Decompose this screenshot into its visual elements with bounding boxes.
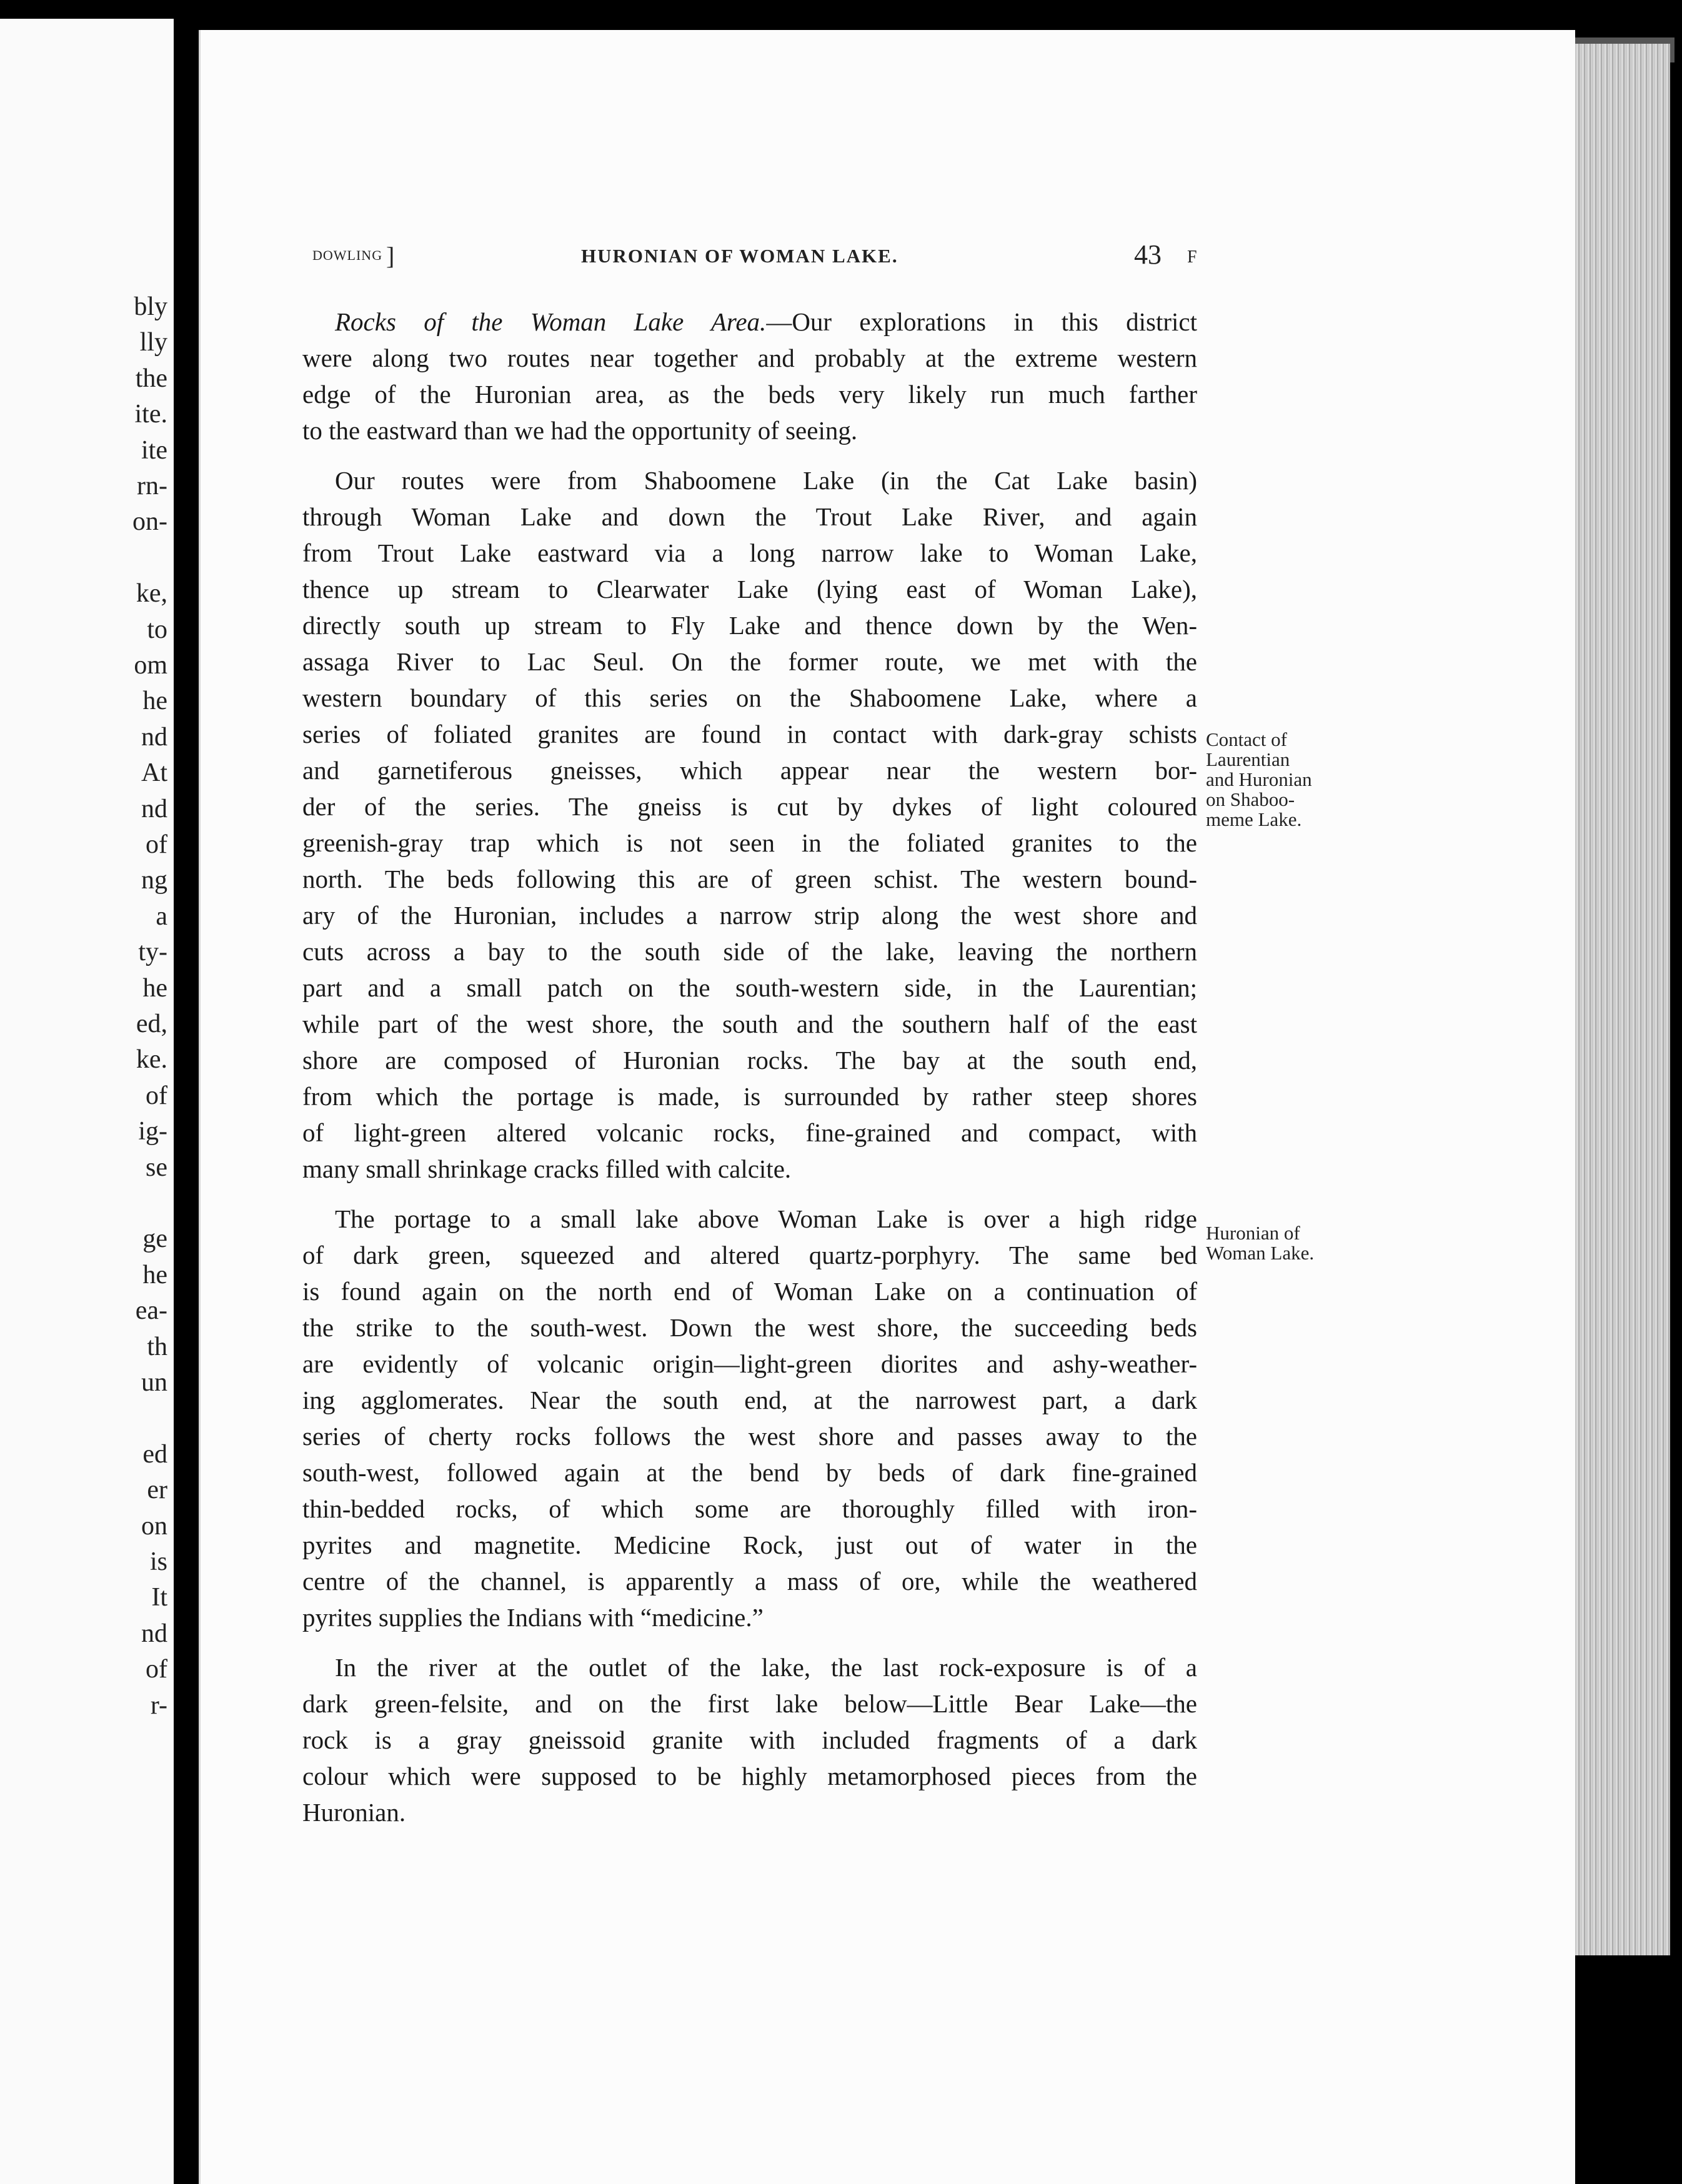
line-text: from Trout Lake eastward via a long narrow lake to Woman Lake, — [302, 539, 1197, 567]
paragraph — [302, 304, 1197, 449]
text-line — [302, 1151, 1197, 1187]
line-text: north. The beds following this are of green schist. The western bound- — [302, 865, 1197, 893]
line-text: cuts across a bay to the south side of the lake, leaving the northern — [302, 937, 1197, 966]
previous-page-line-ending: ng — [141, 866, 167, 895]
text-line — [302, 1273, 1197, 1309]
text-line — [302, 1563, 1197, 1599]
previous-page-line-ending: It — [151, 1583, 167, 1612]
text-line — [302, 1418, 1197, 1454]
text-line — [302, 499, 1197, 535]
sidenote-line: Huronian of — [1206, 1222, 1300, 1244]
line-text: western boundary of this series on the Shaboomene Lake, where a — [302, 683, 1197, 712]
text-line — [302, 970, 1197, 1006]
line-text: from which the portage is made, is surrounded by rather steep shores — [302, 1082, 1197, 1111]
previous-page-line-ending: th — [147, 1332, 167, 1361]
text-line — [302, 1114, 1197, 1151]
line-text: directly south up stream to Fly Lake and thence down by the Wen- — [302, 611, 1197, 640]
paragraph — [302, 1201, 1197, 1636]
previous-page-line-ending: ke, — [136, 579, 167, 608]
line-text: der of the series. The gneiss is cut by dykes of light coloured — [302, 792, 1197, 821]
line-text: through Woman Lake and down the Trout Lake River, and again — [302, 502, 1197, 531]
line-text: centre of the channel, is apparently a mass of ore, while the weathered — [302, 1567, 1197, 1596]
previous-page-line-ending: a — [156, 901, 167, 931]
line-text: of light-green altered volcanic rocks, fine-grained and compact, with — [302, 1118, 1197, 1147]
line-text: of dark green, squeezed and altered quartz-porphyry. The same bed — [302, 1241, 1197, 1269]
previous-page-line-ending: nd — [141, 794, 167, 823]
text-line — [302, 643, 1197, 680]
previous-page-line-ending: is — [149, 1547, 167, 1576]
previous-page-line-ending: on — [141, 1511, 167, 1541]
text-line — [302, 1758, 1197, 1794]
previous-page-line-ending: he — [142, 973, 167, 1003]
sidenote-line: meme Lake. — [1206, 808, 1302, 830]
running-head — [312, 239, 1200, 274]
line-text: greenish-gray trap which is not seen in the foliated granites to the — [302, 828, 1197, 857]
text-line — [302, 340, 1197, 376]
line-text: assaga River to Lac Seul. On the former route, we met with the — [302, 647, 1197, 676]
previous-page-line-ending: of — [146, 830, 167, 859]
line-text: were along two routes near together and probably at the extreme western — [302, 344, 1197, 372]
text-line — [302, 1382, 1197, 1418]
line-text: while part of the west shore, the south and the southern half of the east — [302, 1010, 1197, 1038]
previous-page-line-ending: ed — [142, 1439, 167, 1469]
line-text: are evidently of volcanic origin—light-green diorites and ashy-weather- — [302, 1349, 1197, 1378]
previous-page-line-ending: on- — [132, 507, 167, 537]
previous-page-line-ending: of — [146, 1081, 167, 1110]
text-line — [302, 716, 1197, 752]
text-line — [302, 462, 1197, 499]
line-text: shore are composed of Huronian rocks. The bay at the south end, — [302, 1046, 1197, 1075]
previous-page-line-ending: to — [147, 615, 167, 644]
body-text — [302, 304, 1197, 1844]
text-line — [302, 1042, 1197, 1078]
previous-page-line-ending: se — [146, 1153, 167, 1182]
line-text: series of foliated granites are found in contact with dark-gray schists — [302, 720, 1197, 748]
running-head-bracket: ] — [386, 242, 395, 270]
text-line — [302, 1649, 1197, 1685]
previous-page-line-ending: ke. — [136, 1045, 167, 1075]
text-line — [302, 535, 1197, 571]
previous-page-line-ending: ite. — [134, 400, 167, 429]
previous-page-line-ending: ed, — [136, 1010, 167, 1038]
line-text: The portage to a small lake above Woman Lake is over a high ridge — [335, 1204, 1197, 1233]
line-text: and garnetiferous gneisses, which appear near the western bor- — [302, 756, 1197, 785]
sidenote-line: Laurentian — [1206, 748, 1290, 770]
text-line — [302, 1006, 1197, 1042]
sidenote-line: on Shaboo- — [1206, 788, 1295, 810]
previous-page-line-ending: of — [146, 1655, 167, 1684]
text-line — [302, 1794, 1197, 1830]
sidenote-line: Woman Lake. — [1206, 1242, 1315, 1264]
page-number: 43 — [1134, 239, 1162, 270]
text-line — [302, 1237, 1197, 1273]
text-line — [302, 1491, 1197, 1527]
line-text: dark green-felsite, and on the first lake below—Little Bear Lake—the — [302, 1689, 1197, 1718]
line-text: south-west, followed again at the bend by beds of dark fine-grained — [302, 1458, 1197, 1487]
previous-page-line-ending: he — [142, 687, 167, 716]
paragraph — [302, 462, 1197, 1187]
previous-page-edge — [0, 19, 174, 2184]
sidenote-contact-laurentian-huronian — [1206, 730, 1368, 830]
text-line — [302, 897, 1197, 933]
text-line — [302, 1346, 1197, 1382]
paragraph — [302, 1649, 1197, 1830]
previous-page-line-ending: om — [134, 651, 167, 680]
line-text: is found again on the north end of Woman Lake on a continuation of — [302, 1277, 1197, 1306]
text-line — [302, 376, 1197, 412]
line-text: —Our explorations in this district — [766, 307, 1197, 336]
line-text: Huronian. — [302, 1798, 406, 1827]
line-text: Our routes were from Shaboomene Lake (in the Cat Lake basin) — [335, 466, 1197, 495]
text-line — [302, 607, 1197, 643]
previous-page-line-ending: he — [142, 1260, 167, 1289]
text-line — [302, 571, 1197, 607]
previous-page-line-ending: bly — [134, 292, 167, 321]
line-text: part and a small patch on the south-western side, in the Laurentian; — [302, 973, 1197, 1002]
text-line — [302, 861, 1197, 897]
previous-page-line-ending: er — [147, 1476, 167, 1505]
text-line — [302, 752, 1197, 788]
text-line — [302, 788, 1197, 825]
previous-page-line-ending: ig- — [138, 1117, 167, 1146]
running-head-author: DOWLING — [312, 247, 383, 263]
text-line — [302, 1722, 1197, 1758]
text-line — [302, 1078, 1197, 1114]
text-line — [302, 1599, 1197, 1636]
previous-page-line-ending: ite — [141, 435, 167, 465]
text-line — [302, 825, 1197, 861]
previous-page-line-ending: nd — [141, 722, 167, 752]
text-line — [302, 1201, 1197, 1237]
line-text: the strike to the south-west. Down the west shore, the succeeding beds — [302, 1313, 1197, 1342]
line-text: ing agglomerates. Near the south end, at the narrowest part, a dark — [302, 1386, 1197, 1414]
previous-page-line-ending: nd — [141, 1619, 167, 1648]
line-text: series of cherty rocks follows the west shore and passes away to the — [302, 1422, 1197, 1451]
line-text: In the river at the outlet of the lake, the last rock-exposure is of a — [335, 1653, 1197, 1682]
previous-page-line-ending: At — [141, 758, 167, 788]
line-text: thin-bedded rocks, of which some are thoroughly filled with iron- — [302, 1494, 1197, 1523]
previous-page-line-ending: ge — [142, 1224, 167, 1254]
page-series-letter: F — [1187, 247, 1197, 267]
book-page-edges — [1559, 44, 1670, 1955]
text-line — [302, 1685, 1197, 1722]
text-line — [302, 412, 1197, 449]
text-line — [302, 680, 1197, 716]
line-text: rock is a gray gneissoid granite with included fragments of a dark — [302, 1725, 1197, 1754]
text-line — [302, 304, 1197, 340]
line-text: ary of the Huronian, includes a narrow strip along the west shore and — [302, 901, 1197, 930]
line-text: many small shrinkage cracks filled with calcite. — [302, 1154, 792, 1183]
text-line — [302, 1527, 1197, 1563]
section-heading-italic: Rocks of the Woman Lake Area. — [335, 307, 767, 336]
previous-page-line-ending: the — [135, 364, 167, 393]
sidenote-line: Contact of — [1206, 728, 1287, 750]
text-line — [302, 933, 1197, 970]
line-text: pyrites supplies the Indians with “medicine.” — [302, 1603, 764, 1632]
text-line — [302, 1309, 1197, 1346]
sidenote-huronian-woman-lake — [1206, 1223, 1368, 1263]
sidenote-line: and Huronian — [1206, 768, 1312, 790]
line-text: edge of the Huronian area, as the beds very likely run much farther — [302, 380, 1197, 409]
line-text: thence up stream to Clearwater Lake (lying east of Woman Lake), — [302, 575, 1197, 603]
text-line — [302, 1454, 1197, 1491]
line-text: to the eastward than we had the opportunity of seeing. — [302, 416, 858, 445]
previous-page-line-ending: un — [141, 1368, 167, 1397]
running-head-title: HURONIAN OF WOMAN LAKE. — [581, 245, 898, 267]
previous-page-line-ending: rn- — [137, 472, 167, 500]
line-text: pyrites and magnetite. Medicine Rock, just out of water in the — [302, 1531, 1197, 1559]
previous-page-line-ending: r- — [150, 1690, 167, 1720]
previous-page-line-ending: ty- — [138, 938, 167, 967]
line-text: colour which were supposed to be highly metamorphosed pieces from the — [302, 1762, 1197, 1790]
previous-page-line-ending: lly — [139, 328, 167, 357]
previous-page-line-ending: ea- — [135, 1296, 167, 1326]
